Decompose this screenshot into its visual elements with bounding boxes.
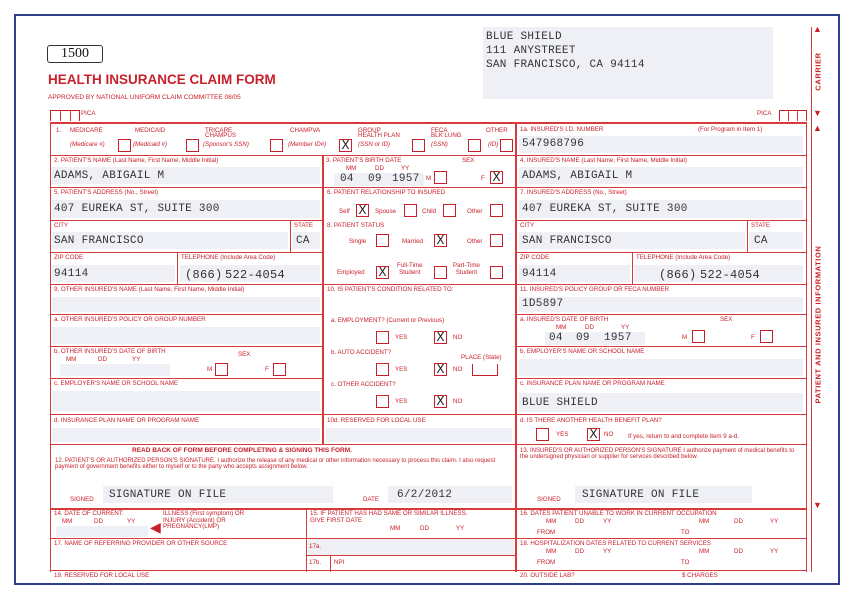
current-yy: YY — [127, 518, 136, 525]
medicare-checkbox[interactable] — [118, 139, 131, 152]
status-single-label: Single — [349, 238, 367, 245]
insured-sex-label: SEX — [720, 316, 733, 323]
patient-phone[interactable]: 522-4054 — [225, 268, 286, 282]
patient-zip-label: ZIP CODE — [54, 254, 84, 261]
carrier-city: SAN FRANCISCO, CA 94114 — [486, 59, 645, 71]
status-single-checkbox[interactable] — [376, 234, 389, 247]
unable-work-label: 16. DATES PATIENT UNABLE TO WORK IN CURRENT OCCUPATION — [520, 510, 717, 517]
other-dob-yy: YY — [132, 356, 141, 363]
insured-tel-label: TELEPHONE (Include Area Code) — [636, 254, 731, 261]
sidebar-arrow-mid2: ▲ — [813, 123, 822, 133]
insured-signed-label: SIGNED — [537, 496, 561, 503]
rel-other-label: Other — [467, 208, 483, 215]
insured-state-value[interactable]: CA — [754, 235, 768, 247]
auto-no-checkbox[interactable]: X — [434, 363, 447, 376]
carrier-street: 111 ANYSTREET — [486, 45, 576, 57]
patient-signature-value[interactable]: SIGNATURE ON FILE — [109, 489, 227, 501]
patient-address-value[interactable]: 407 EUREKA ST, SUITE 300 — [54, 203, 220, 215]
hosp-to-mm: MM — [699, 548, 710, 555]
employment-yes-label: YES — [395, 334, 408, 341]
insured-dob-mm-label: MM — [556, 324, 567, 331]
form-number-box: 1500 — [47, 45, 103, 63]
another-plan-no-checkbox[interactable]: X — [587, 428, 600, 441]
other-accident-yes-checkbox[interactable] — [376, 395, 389, 408]
sidebar-patient-label: PATIENT AND INSURED INFORMATION — [813, 245, 823, 404]
carrier-name: BLUE SHIELD — [486, 31, 562, 43]
auto-no-label: NO — [453, 366, 463, 373]
current-arrow-icon: ◀ — [150, 519, 161, 535]
status-pt-student-checkbox[interactable] — [490, 266, 503, 279]
other-insured-policy-label: a. OTHER INSURED'S POLICY OR GROUP NUMBER — [54, 316, 206, 323]
insured-name-label: 4. INSURED'S NAME (Last Name, First Name, Middle Initial) — [520, 157, 687, 164]
other-program-label: OTHER — [486, 127, 508, 134]
tricare-checkbox[interactable] — [270, 139, 283, 152]
insured-zip-label: ZIP CODE — [520, 254, 550, 261]
current-mm: MM — [62, 518, 73, 525]
hosp-to-label: TO — [681, 559, 690, 566]
hosp-to-yy: YY — [770, 548, 779, 555]
hosp-from-yy: YY — [603, 548, 612, 555]
status-employed-checkbox[interactable]: X — [376, 266, 389, 279]
form-title: HEALTH INSURANCE CLAIM FORM — [48, 72, 276, 87]
sidebar-carrier-label: CARRIER — [813, 52, 823, 91]
unable-from-dd: DD — [575, 518, 584, 525]
unable-to-yy: YY — [770, 518, 779, 525]
hosp-from-dd: DD — [575, 548, 584, 555]
insured-city-label: CITY — [520, 222, 535, 229]
npi-label: NPI — [334, 559, 345, 566]
reserved-local-19-label: 19. RESERVED FOR LOCAL USE — [54, 572, 150, 579]
insured-zip-value[interactable]: 94114 — [522, 268, 557, 280]
patient-state-label: STATE — [294, 222, 314, 229]
tricare-sub: (Sponsor's SSN) — [203, 141, 249, 148]
other-program-checkbox[interactable] — [500, 139, 513, 152]
sidebar-arrow-top: ▲ — [813, 24, 822, 34]
insured-address-value[interactable]: 407 EUREKA ST, SUITE 300 — [522, 203, 688, 215]
group-health-checkbox[interactable] — [412, 139, 425, 152]
patient-tel-label: TELEPHONE (Include Area Code) — [181, 254, 276, 261]
insured-dob-dd[interactable]: 09 — [576, 332, 590, 344]
sidebar-arrow-bottom: ▼ — [813, 500, 822, 510]
reserved-local-10d-label: 10d. RESERVED FOR LOCAL USE — [327, 417, 426, 424]
unable-to-label: TO — [681, 529, 690, 536]
feca-checkbox[interactable] — [468, 139, 481, 152]
medicare-label: MEDICARE — [70, 127, 103, 134]
another-plan-no-label: NO — [604, 431, 614, 438]
patient-signature-text: 12. PATIENT'S OR AUTHORIZED PERSON'S SIGNATURE. I authorize the release of any medical or other information necessary to process this claim. I also request payment of government benefits either to myself or to the party who accepts assignment below. — [55, 458, 496, 471]
auto-yes-label: YES — [395, 366, 408, 373]
insured-sex-f-checkbox[interactable] — [760, 330, 773, 343]
insured-dob-dd-label: DD — [585, 324, 594, 331]
employment-no-checkbox[interactable]: X — [434, 331, 447, 344]
patient-status-label: 8. PATIENT STATUS — [327, 222, 385, 229]
rel-self-label: Self — [339, 208, 350, 215]
hosp-from-label: FROM — [537, 559, 556, 566]
sex-f-label: F — [481, 175, 485, 182]
relationship-label: 6. PATIENT RELATIONSHIP TO INSURED — [327, 189, 446, 196]
auto-accident-label: b. AUTO ACCIDENT? — [331, 349, 392, 356]
box1-number: 1. — [56, 127, 62, 134]
insured-plan-value[interactable]: BLUE SHIELD — [522, 397, 598, 409]
other-sex-m-label: M — [207, 366, 213, 373]
rel-spouse-checkbox[interactable] — [404, 204, 417, 217]
pica-left-label: PICA — [81, 110, 96, 117]
auto-yes-checkbox[interactable] — [376, 363, 389, 376]
similar-dd: DD — [420, 525, 429, 532]
feca-label: FECA BLK LUNG — [431, 127, 462, 140]
similar-yy: YY — [456, 525, 465, 532]
status-ft-student-label: Full-Time Student — [397, 262, 423, 276]
birth-dd[interactable]: 09 — [368, 173, 382, 185]
other-sex-f-label: F — [265, 366, 269, 373]
birth-mm[interactable]: 04 — [340, 173, 354, 185]
insured-dob-yy[interactable]: 1957 — [604, 332, 632, 344]
other-sex-m-checkbox[interactable] — [215, 363, 228, 376]
medicaid-checkbox[interactable] — [186, 139, 199, 152]
charges-label: $ CHARGES — [682, 572, 718, 579]
birth-dd-label: DD — [375, 165, 384, 172]
similar-mm: MM — [390, 525, 401, 532]
employment-no-label: NO — [453, 334, 463, 341]
champva-checkbox[interactable]: X — [339, 139, 352, 152]
patient-date-label: DATE — [363, 496, 380, 503]
group-health-label: GROUP HEALTH PLAN — [358, 127, 400, 140]
place-state-label: PLACE (State) — [461, 354, 502, 361]
champva-sub: (Member ID#) — [288, 141, 327, 148]
insured-signature-value[interactable]: SIGNATURE ON FILE — [582, 489, 700, 501]
insured-policy-label: 11. INSURED'S POLICY GROUP OR FECA NUMBER — [520, 286, 670, 293]
sex-label: SEX — [462, 157, 475, 164]
rel-spouse-label: Spouse — [375, 208, 396, 215]
patient-city-value[interactable]: SAN FRANCISCO — [54, 235, 144, 247]
another-plan-yes-label: YES — [556, 431, 569, 438]
insured-dob-label: a. INSURED'S DATE OF BIRTH — [520, 316, 609, 323]
employment-label: a. EMPLOYMENT? (Current or Previous) — [331, 317, 445, 324]
insured-plan-label: c. INSURANCE PLAN NAME OR PROGRAM NAME — [520, 380, 665, 387]
insured-phone[interactable]: 522-4054 — [700, 268, 761, 282]
insured-dob-mm[interactable]: 04 — [549, 332, 563, 344]
other-accident-yes-label: YES — [395, 398, 408, 405]
insured-city-value[interactable]: SAN FRANCISCO — [522, 235, 612, 247]
date-current-label: 14. DATE OF CURRENT: — [54, 510, 124, 517]
birth-mm-label: MM — [346, 165, 357, 172]
status-other-checkbox[interactable] — [490, 234, 503, 247]
hosp-from-mm: MM — [546, 548, 557, 555]
other-accident-no-checkbox[interactable]: X — [434, 395, 447, 408]
status-other-label: Other — [467, 238, 483, 245]
status-ft-student-checkbox[interactable] — [434, 266, 447, 279]
sex-f-checkbox[interactable]: X — [490, 171, 503, 184]
insured-address-label: 7. INSURED'S ADDRESS (No., Street) — [520, 189, 627, 196]
illness-types-label: ILLNESS (First symptom) OR INJURY (Accident) OR PREGNANCY(LMP) — [163, 510, 245, 530]
insured-area-code[interactable]: (866) — [659, 268, 697, 282]
birth-date-label: 3. PATIENT'S BIRTH DATE — [326, 157, 402, 164]
approved-note: APPROVED BY NATIONAL UNIFORM CLAIM COMMITTEE 08/05 — [48, 94, 241, 101]
condition-related-label: 10. IS PATIENT'S CONDITION RELATED TO: — [327, 286, 454, 293]
medicaid-sub: (Medicaid #) — [133, 141, 168, 148]
other-employer-label: c. EMPLOYER'S NAME OR SCHOOL NAME — [54, 380, 179, 387]
pica-right-label: PICA — [757, 110, 772, 117]
box17b-label: 17b. — [309, 559, 322, 566]
box17a-label: 17a. — [309, 543, 322, 550]
place-state-field[interactable] — [472, 364, 498, 376]
patient-name-value[interactable]: ADAMS, ABIGAIL M — [54, 170, 165, 182]
read-back-heading: READ BACK OF FORM BEFORE COMPLETING & SIGNING THIS FORM. — [132, 447, 352, 454]
sex-m-label: M — [426, 175, 432, 182]
similar-illness-label: 15. IF PATIENT HAS HAD SAME OR SIMILAR ILLNESS. GIVE FIRST DATE — [310, 510, 468, 524]
other-program-sub: (ID) — [488, 141, 499, 148]
other-accident-no-label: NO — [453, 398, 463, 405]
unable-from-yy: YY — [603, 518, 612, 525]
patient-area-code[interactable]: (866) — [185, 268, 223, 282]
rel-other-checkbox[interactable] — [490, 204, 503, 217]
unable-to-mm: MM — [699, 518, 710, 525]
insured-sex-m-label: M — [682, 334, 688, 341]
outside-lab-label: 20. OUTSIDE LAB? — [520, 572, 575, 579]
pica-right-boxes — [779, 110, 807, 121]
other-sex-label: SEX — [238, 351, 251, 358]
patient-state-value[interactable]: CA — [296, 235, 310, 247]
unable-from-label: FROM — [537, 529, 556, 536]
insured-name-value[interactable]: ADAMS, ABIGAIL M — [522, 170, 633, 182]
champva-label: CHAMPVA — [290, 127, 321, 134]
other-plan-label: d. INSURANCE PLAN NAME OR PROGRAM NAME — [54, 417, 200, 424]
rel-child-checkbox[interactable] — [443, 204, 456, 217]
employment-yes-checkbox[interactable] — [376, 331, 389, 344]
insured-id-value[interactable]: 547968796 — [522, 138, 585, 150]
unable-to-dd: DD — [734, 518, 743, 525]
other-sex-f-checkbox[interactable] — [273, 363, 286, 376]
status-pt-student-label: Part-Time Student — [453, 262, 480, 276]
sidebar-arrow-mid: ▼ — [813, 108, 822, 118]
patient-address-label: 5. PATIENT'S ADDRESS (No., Street) — [54, 189, 159, 196]
other-dob-mm: MM — [66, 356, 77, 363]
insured-dob-yy-label: YY — [621, 324, 630, 331]
status-married-checkbox[interactable]: X — [434, 234, 447, 247]
another-plan-note: If yes, return to and complete item 9 a-d. — [628, 433, 740, 440]
group-health-sub: (SSN or ID) — [358, 141, 390, 148]
feca-sub: (SSN) — [431, 141, 448, 148]
medicaid-label: MEDICAID — [135, 127, 166, 134]
insured-id-label: 1a. INSURED'S I.D. NUMBER — [520, 126, 604, 133]
insured-signature-text: 13. INSURED'S OR AUTHORIZED PERSON'S SIGNATURE I authorize payment of medical benefits to the undersigned physician or supplier for services described below. — [520, 448, 795, 461]
referring-provider-label: 17. NAME OF REFERRING PROVIDER OR OTHER SOURCE — [54, 540, 228, 547]
status-married-label: Married — [402, 238, 423, 245]
sex-m-checkbox[interactable] — [434, 171, 447, 184]
insured-sex-m-checkbox[interactable] — [692, 330, 705, 343]
patient-name-label: 2. PATIENT'S NAME (Last Name, First Name, Middle Initial) — [54, 157, 219, 164]
patient-city-label: CITY — [54, 222, 69, 229]
tricare-label: TRICARE CHAMPUS — [205, 127, 236, 140]
insured-policy-value[interactable]: 1D5897 — [522, 298, 564, 310]
status-employed-label: Employed — [337, 269, 365, 276]
pica-left-boxes — [50, 110, 80, 121]
rel-child-label: Child — [422, 208, 437, 215]
rel-self-checkbox[interactable]: X — [356, 204, 369, 217]
insured-sex-f-label: F — [751, 334, 755, 341]
birth-yy[interactable]: 1957 — [392, 173, 420, 185]
another-plan-label: d. IS THERE ANOTHER HEALTH BENEFIT PLAN? — [520, 417, 662, 424]
patient-signature-date[interactable]: 6/2/2012 — [397, 489, 453, 501]
hosp-to-dd: DD — [734, 548, 743, 555]
other-insured-name-label: 9. OTHER INSURED'S NAME (Last Name, First Name, Middle Initial) — [54, 286, 245, 293]
patient-signed-label: SIGNED — [70, 496, 94, 503]
another-plan-yes-checkbox[interactable] — [536, 428, 549, 441]
hospitalization-label: 18. HOSPITALIZATION DATES RELATED TO CURRENT SERVICES — [520, 540, 711, 547]
medicare-sub: (Medicare #) — [70, 141, 105, 148]
insured-id-note: (For Program in Item 1) — [698, 126, 763, 133]
insured-employer-label: b. EMPLOYER'S NAME OR SCHOOL NAME — [520, 348, 645, 355]
current-dd: DD — [94, 518, 103, 525]
birth-yy-label: YY — [401, 165, 410, 172]
other-dob-dd: DD — [98, 356, 107, 363]
patient-zip-value[interactable]: 94114 — [54, 268, 89, 280]
other-insured-dob-label: b. OTHER INSURED'S DATE OF BIRTH — [54, 348, 166, 355]
insured-state-label: STATE — [751, 222, 771, 229]
other-accident-label: c. OTHER ACCIDENT? — [331, 381, 396, 388]
unable-from-mm: MM — [546, 518, 557, 525]
